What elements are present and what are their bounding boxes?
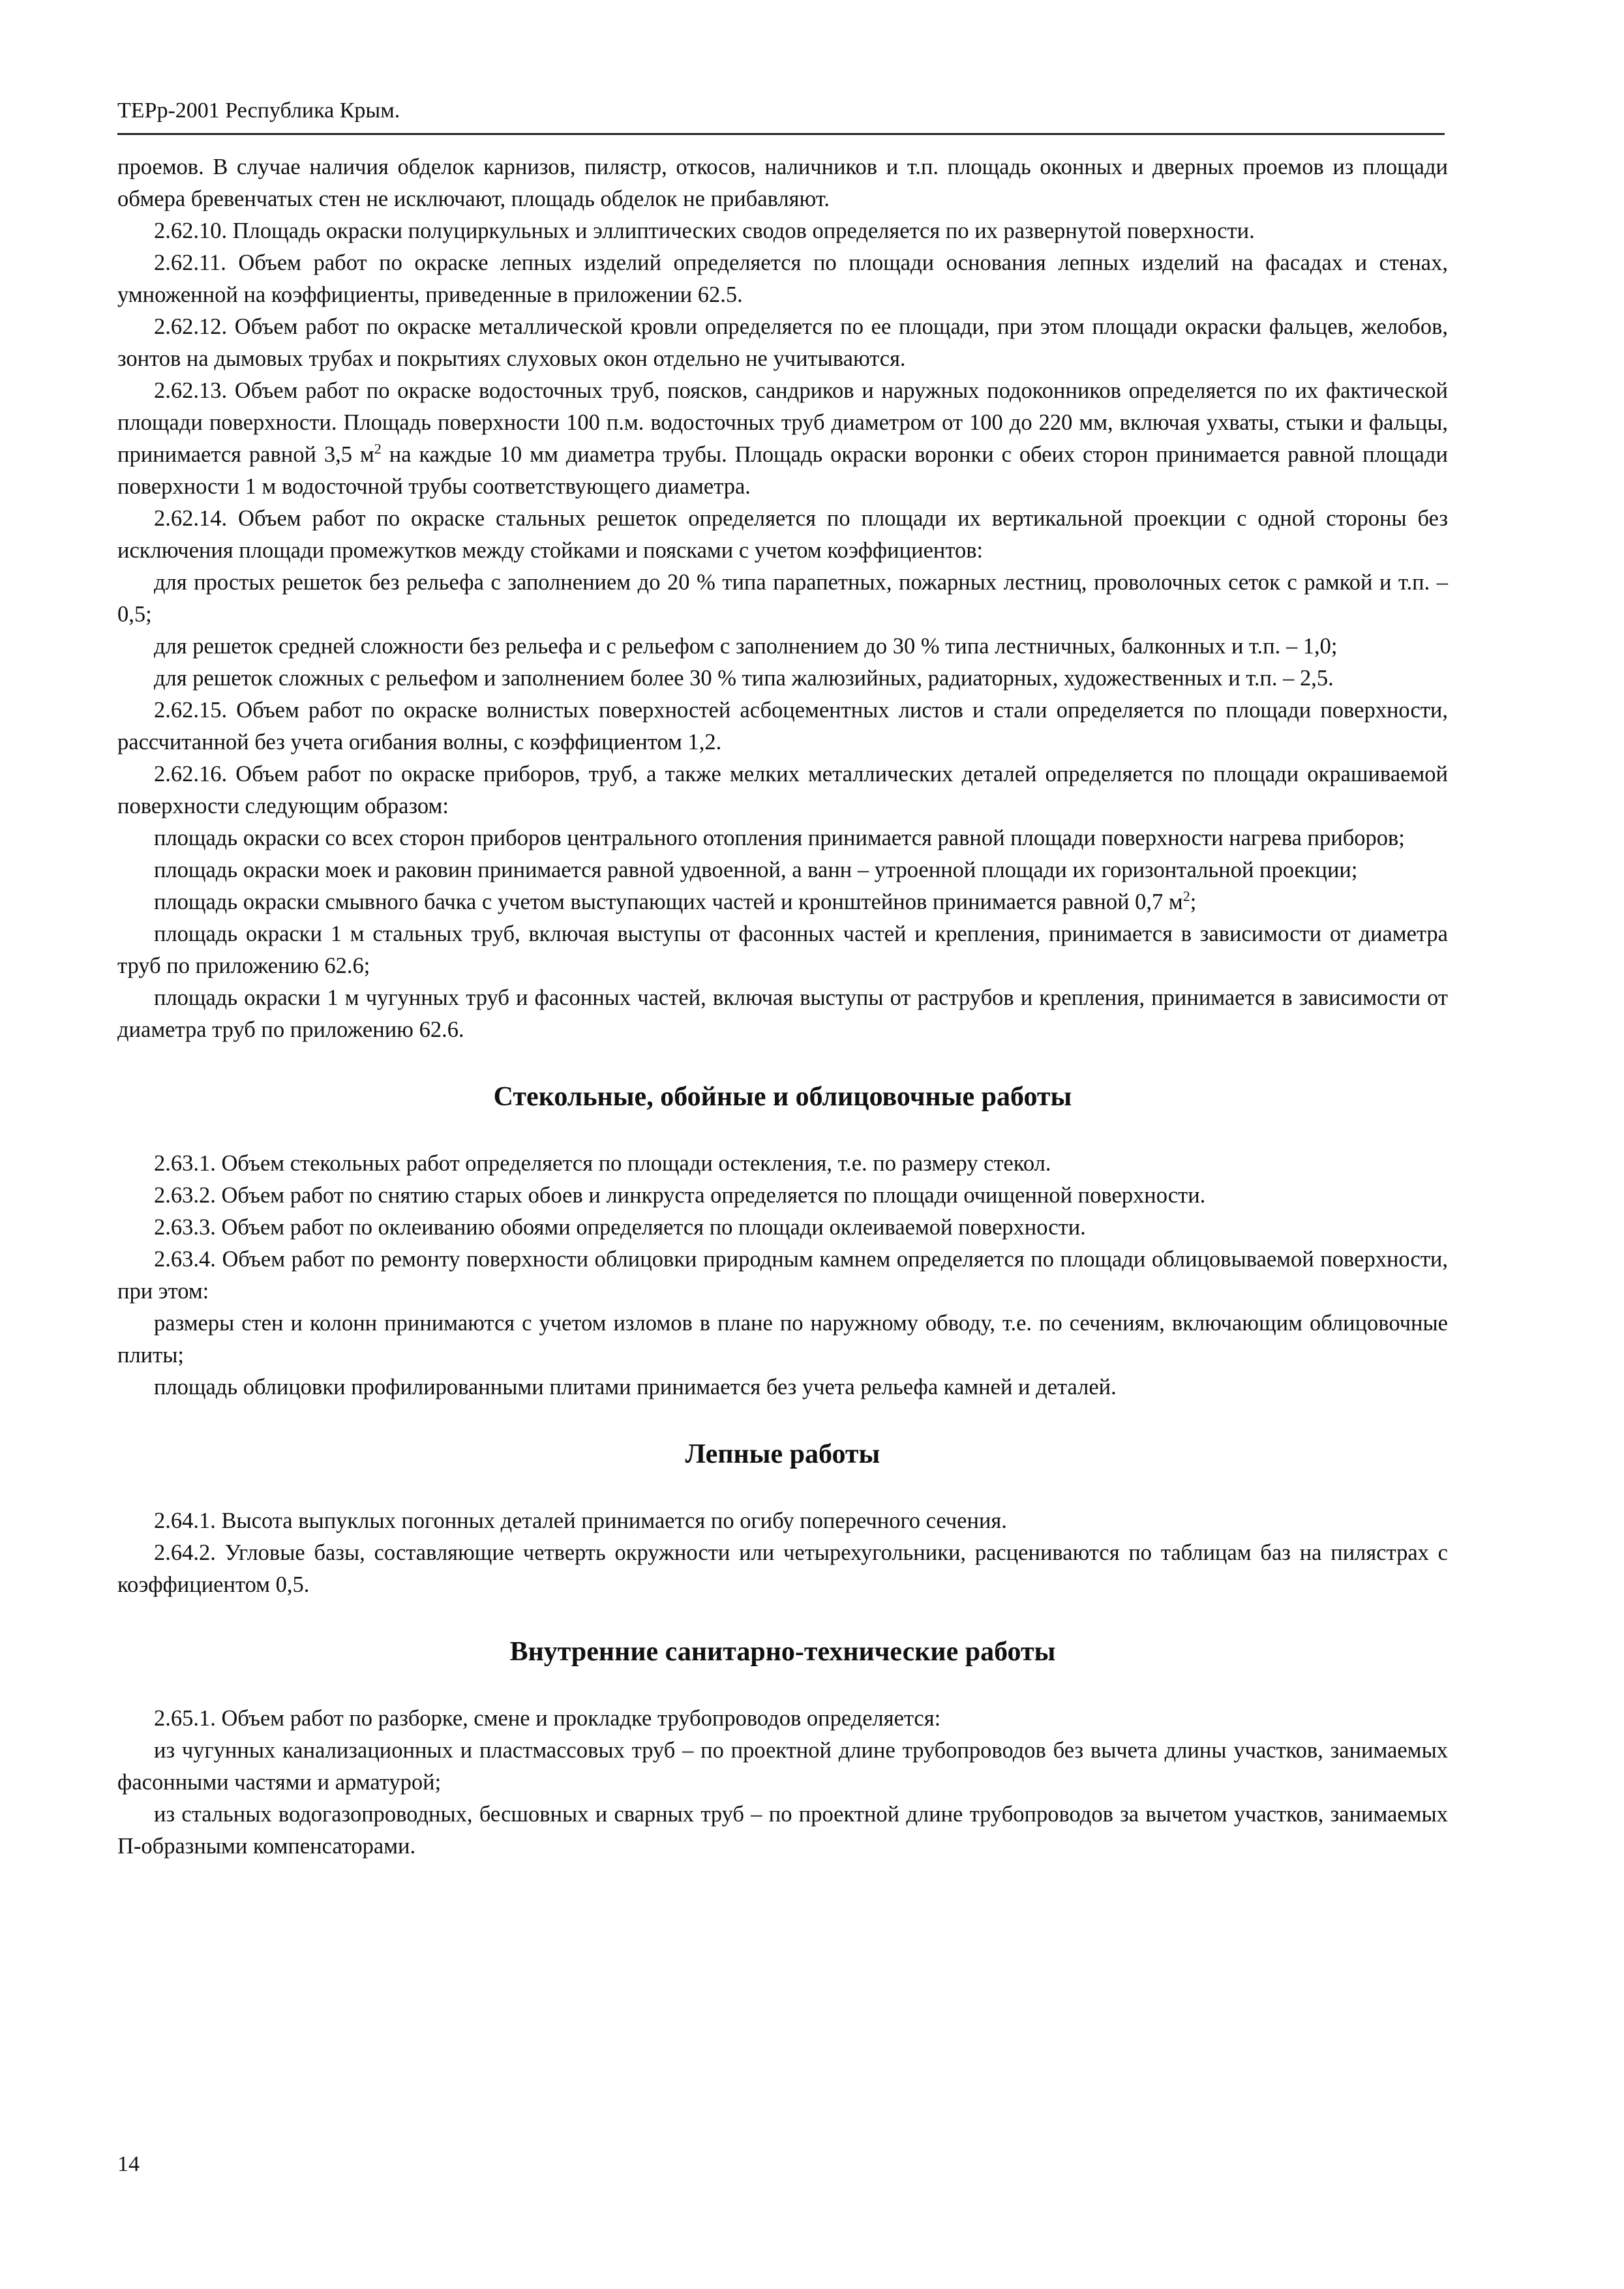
text: 2.62.13. Объем работ по окраске водосточных труб, поясков, сандриков и наружных подоконников определяется по их фактической площади поверхности. Площадь поверхности 100 п.м. водосточных труб диаметром от 100 до 220 мм, включая ухваты, стыки и фальцы, принимается равной 3,5 м <box>117 378 1448 467</box>
section-heading-stucco: Лепные работы <box>685 1439 880 1469</box>
text: ; <box>1190 890 1197 914</box>
paragraph: 2.63.4. Объем работ по ремонту поверхности облицовки природным камнем определяется по площади облицовываемой поверхности, при этом: <box>117 1247 1448 1304</box>
paragraph: 2.62.16. Объем работ по окраске приборов, труб, а также мелких металлических деталей определяется по площади окрашиваемой поверхности следующим образом: <box>117 762 1448 818</box>
page-content <box>117 151 1448 1863</box>
paragraph: 2.62.10. Площадь окраски полуциркульных и эллиптических сводов определяется по их развернутой поверхности. <box>154 218 1255 243</box>
paragraph: 2.64.1. Высота выпуклых погонных деталей принимается по огибу поперечного сечения. <box>154 1508 1007 1533</box>
paragraph: 2.62.15. Объем работ по окраске волнистых поверхностей асбоцементных листов и стали определяется по площади поверхности, рассчитанной без учета огибания волны, с коэффициентом 1,2. <box>117 698 1448 755</box>
paragraph-2-62-13 <box>117 375 1448 503</box>
text: на каждые 10 мм диаметра трубы. Площадь окраски воронки с обеих сторон принимается равной площади поверхности 1 м водосточной трубы соответствующего диаметра. <box>117 442 1448 499</box>
paragraph: 2.62.12. Объем работ по окраске металлической кровли определяется по ее площади, при этом площади окраски фальцев, желобов, зонтов на дымовых трубах и покрытиях слуховых окон отдельно не учитываются. <box>117 314 1448 371</box>
paragraph-tank <box>117 886 1448 918</box>
paragraph: площадь окраски со всех сторон приборов центрального отопления принимается равной площади поверхности нагрева приборов; <box>154 826 1405 850</box>
section-heading-glass: Стекольные, обойные и облицовочные работы <box>493 1082 1072 1112</box>
section-heading-plumbing: Внутренние санитарно-технические работы <box>509 1637 1056 1667</box>
paragraph: площадь окраски 1 м чугунных труб и фасонных частей, включая выступы от раструбов и крепления, принимается в зависимости от диаметра труб по приложению 62.6. <box>117 985 1448 1042</box>
superscript: 2 <box>1182 888 1190 905</box>
paragraph: площадь окраски моек и раковин принимается равной удвоенной, а ванн – утроенной площади их горизонтальной проекции; <box>154 858 1358 882</box>
superscript: 2 <box>374 440 382 457</box>
page-number: 14 <box>117 2152 140 2176</box>
paragraph: 2.63.2. Объем работ по снятию старых обоев и линкруста определяется по площади очищенной поверхности. <box>154 1183 1206 1208</box>
paragraph: для решеток средней сложности без рельефа и с рельефом с заполнением до 30 % типа лестничных, балконных и т.п. – 1,0; <box>154 634 1338 659</box>
paragraph: для простых решеток без рельефа с заполнением до 20 % типа парапетных, пожарных лестниц, проволочных сеток с рамкой и т.п. – 0,5; <box>117 570 1448 627</box>
paragraph: 2.63.1. Объем стекольных работ определяется по площади остекления, т.е. по размеру стекол. <box>154 1151 1051 1176</box>
running-header: ТЕРр-2001 Республика Крым. <box>117 98 1445 135</box>
text: площадь окраски смывного бачка с учетом выступающих частей и кронштейнов принимается равной 0,7 м <box>154 890 1183 914</box>
paragraph: площадь окраски 1 м стальных труб, включая выступы от фасонных частей и крепления, принимается в зависимости от диаметра труб по приложению 62.6; <box>117 921 1448 978</box>
paragraph: размеры стен и колонн принимаются с учетом изломов в плане по наружному обводу, т.е. по сечениям, включающим облицовочные плиты; <box>117 1311 1448 1368</box>
paragraph: 2.63.3. Объем работ по оклеиванию обоями определяется по площади оклеиваемой поверхности. <box>154 1215 1086 1240</box>
paragraph: из стальных водогазопроводных, бесшовных и сварных труб – по проектной длине трубопроводов за вычетом участков, занимаемых П-образными компенсаторами. <box>117 1802 1448 1859</box>
paragraph: проемов. В случае наличия обделок карнизов, пилястр, откосов, наличников и т.п. площадь оконных и дверных проемов из площади обмера бревенчатых стен не исключают, площадь обделок не прибавляют. <box>117 155 1448 211</box>
paragraph: площадь облицовки профилированными плитами принимается без учета рельефа камней и деталей. <box>154 1375 1117 1399</box>
paragraph: 2.64.2. Угловые базы, составляющие четверть окружности или четырехугольники, расцениваются по таблицам баз на пилястрах с коэффициентом 0,5. <box>117 1540 1448 1597</box>
paragraph: 2.62.14. Объем работ по окраске стальных решеток определяется по площади их вертикальной проекции с одной стороны без исключения площади промежутков между стойками и поясками с учетом коэффициентов: <box>117 506 1448 563</box>
paragraph: 2.62.11. Объем работ по окраске лепных изделий определяется по площади основания лепных изделий на фасадах и стенах, умноженной на коэффициенты, приведенные в приложении 62.5. <box>117 250 1448 307</box>
paragraph: 2.65.1. Объем работ по разборке, смене и прокладке трубопроводов определяется: <box>154 1706 941 1731</box>
paragraph: для решеток сложных с рельефом и заполнением более 30 % типа жалюзийных, радиаторных, художественных и т.п. – 2,5. <box>154 666 1334 691</box>
paragraph: из чугунных канализационных и пластмассовых труб – по проектной длине трубопроводов без вычета длины участков, занимаемых фасонными частями и арматурой; <box>117 1738 1448 1795</box>
